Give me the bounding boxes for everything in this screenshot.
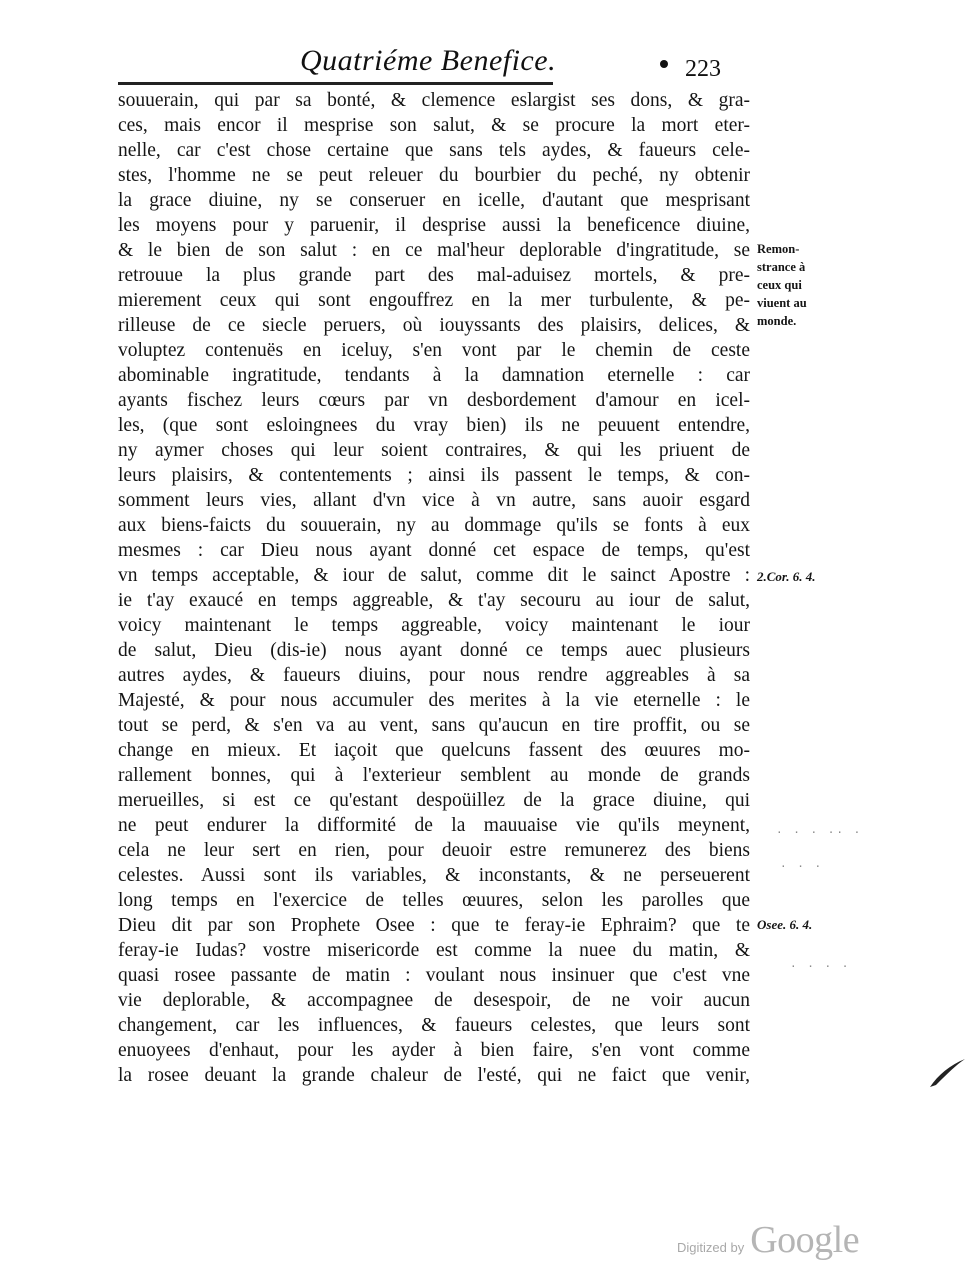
text-line: rallement bonnes, qui à l'exterieur semblent au monde de grands	[118, 765, 750, 786]
text-line: la rosee deuant la grande chaleur de l'esté, qui ne faict que venir,	[118, 1065, 750, 1086]
text-line: cela ne leur sert en rien, pour deuoir estre remunerez des biens	[118, 840, 750, 861]
scan-smudge: · · ·	[780, 860, 824, 873]
text-line: change en mieux. Et iaçoit que quelcuns fassent des œuures mo-	[118, 740, 750, 761]
text-line: voluptez contenuës en iceluy, s'en vont par le chemin de ceste	[118, 340, 750, 361]
text-line: long temps en l'exercice de telles œuures, selon les parolles que	[118, 890, 750, 911]
text-line: ny aymer choses qui leur soient contraires, & qui les priuent de	[118, 440, 750, 461]
text-line: rilleuse de ce siecle peruers, où iouyssants des plaisirs, delices, &	[118, 315, 750, 336]
margin-note-line: viuent au	[757, 296, 807, 310]
text-line: autres aydes, & faueurs diuins, pour nous rendre aggreables à sa	[118, 665, 750, 686]
margin-note-line: Remon-	[757, 242, 800, 256]
text-line: somment leurs vies, allant d'vn vice à vn autre, sans auoir esgard	[118, 490, 750, 511]
text-line: celestes. Aussi sont ils variables, & inconstants, & ne perseuerent	[118, 865, 750, 886]
scan-smudge: · · · ·	[790, 960, 851, 973]
text-line: la grace diuine, ny se conseruer en icelle, d'autant que mesprisant	[118, 190, 750, 211]
text-line: abominable ingratitude, tendants à la damnation eternelle : car	[118, 365, 750, 386]
text-line: leurs plaisirs, & contentements ; ainsi ils passent le temps, & con-	[118, 465, 750, 486]
margin-note-remonstrance	[757, 240, 807, 330]
text-line: tout se perd, & s'en va au vent, sans qu'aucun en tire proffit, ou se	[118, 715, 750, 736]
text-line: vie deplorable, & accompagnee de desespoir, de ne voir aucun	[118, 990, 750, 1011]
text-line: enuoyees d'enhaut, pour les ayder à bien faire, s'en vont comme	[118, 1040, 750, 1061]
google-logo: Google	[750, 1219, 860, 1261]
text-line: feray-ie Iudas? vostre misericorde est comme la nuee du matin, &	[118, 940, 750, 961]
text-line: souuerain, qui par sa bonté, & clemence eslargist ses dons, & gra-	[118, 90, 750, 111]
header-rule	[118, 82, 553, 85]
text-line: de salut, Dieu (dis-ie) nous ayant donné ce temps auec plusieurs	[118, 640, 750, 661]
text-line: ces, mais encor il mesprise son salut, & se procure la mort eter-	[118, 115, 750, 136]
margin-note-line: strance à	[757, 260, 806, 274]
text-line: retrouue la plus grande part des mal-aduisez mortels, & pre-	[118, 265, 750, 286]
page-number: 223	[685, 56, 721, 82]
scan-smudge: · · · ·· ·	[776, 826, 863, 839]
ink-flourish-icon	[928, 1055, 966, 1089]
text-line: ie t'ay exaucé en temps aggreable, & t'ay secouru au iour de salut,	[118, 590, 750, 611]
digitized-by-label: Digitized by	[677, 1240, 745, 1255]
text-line: merueilles, si est ce qu'estant despoüillez de la grace diuine, qui	[118, 790, 750, 811]
text-line: Dieu dit par son Prophete Osee : que te feray-ie Ephraim? que te	[118, 915, 750, 936]
text-line: les moyens pour y paruenir, il desprise aussi la beneficence diuine,	[118, 215, 750, 236]
text-line: ayants fischez leurs cœurs par vn desbordement d'amour en icel-	[118, 390, 750, 411]
text-line: vn temps acceptable, & iour de salut, comme dit le sainct Apostre :	[118, 565, 750, 586]
margin-note-line: monde.	[757, 314, 797, 328]
text-line: Majesté, & pour nous accumuler des merites à la vie eternelle : le	[118, 690, 750, 711]
body-text	[118, 88, 750, 1088]
header-ornament-dot	[660, 60, 668, 68]
text-line: aux biens-faicts du souuerain, ny au dommage qu'ils se fonts à eux	[118, 515, 750, 536]
text-line: quasi rosee passante de matin : voulant nous insinuer que c'est vne	[118, 965, 750, 986]
text-line: les, (que sont esloingnees du vray bien) ils ne peuuent entendre,	[118, 415, 750, 436]
text-line: nelle, car c'est chose certaine que sans tels aydes, & faueurs cele-	[118, 140, 750, 161]
margin-note-corinthians-reference: 2.Cor. 6. 4.	[757, 569, 816, 584]
text-line: changement, car les influences, & faueurs celestes, que leurs sont	[118, 1015, 750, 1036]
margin-note-osee-reference: Osee. 6. 4.	[757, 917, 813, 932]
margin-note-line: ceux qui	[757, 278, 802, 292]
text-line: mierement ceux qui sont engouffrez en la mer turbulente, & pe-	[118, 290, 750, 311]
text-line: & le bien de son salut : en ce mal'heur deplorable d'ingratitude, se	[118, 240, 750, 261]
text-line: ne peut endurer la difformité de la mauuaise vie qu'ils meynent,	[118, 815, 750, 836]
text-line: mesmes : car Dieu nous ayant donné cet espace de temps, qu'est	[118, 540, 750, 561]
text-line: stes, l'homme ne se peut releuer du bourbier du peché, ny obtenir	[118, 165, 750, 186]
text-line: voicy maintenant le temps aggreable, voicy maintenant le iour	[118, 615, 750, 636]
digitized-watermark	[677, 1218, 859, 1262]
running-head: Quatriéme Benefice.	[300, 44, 557, 77]
